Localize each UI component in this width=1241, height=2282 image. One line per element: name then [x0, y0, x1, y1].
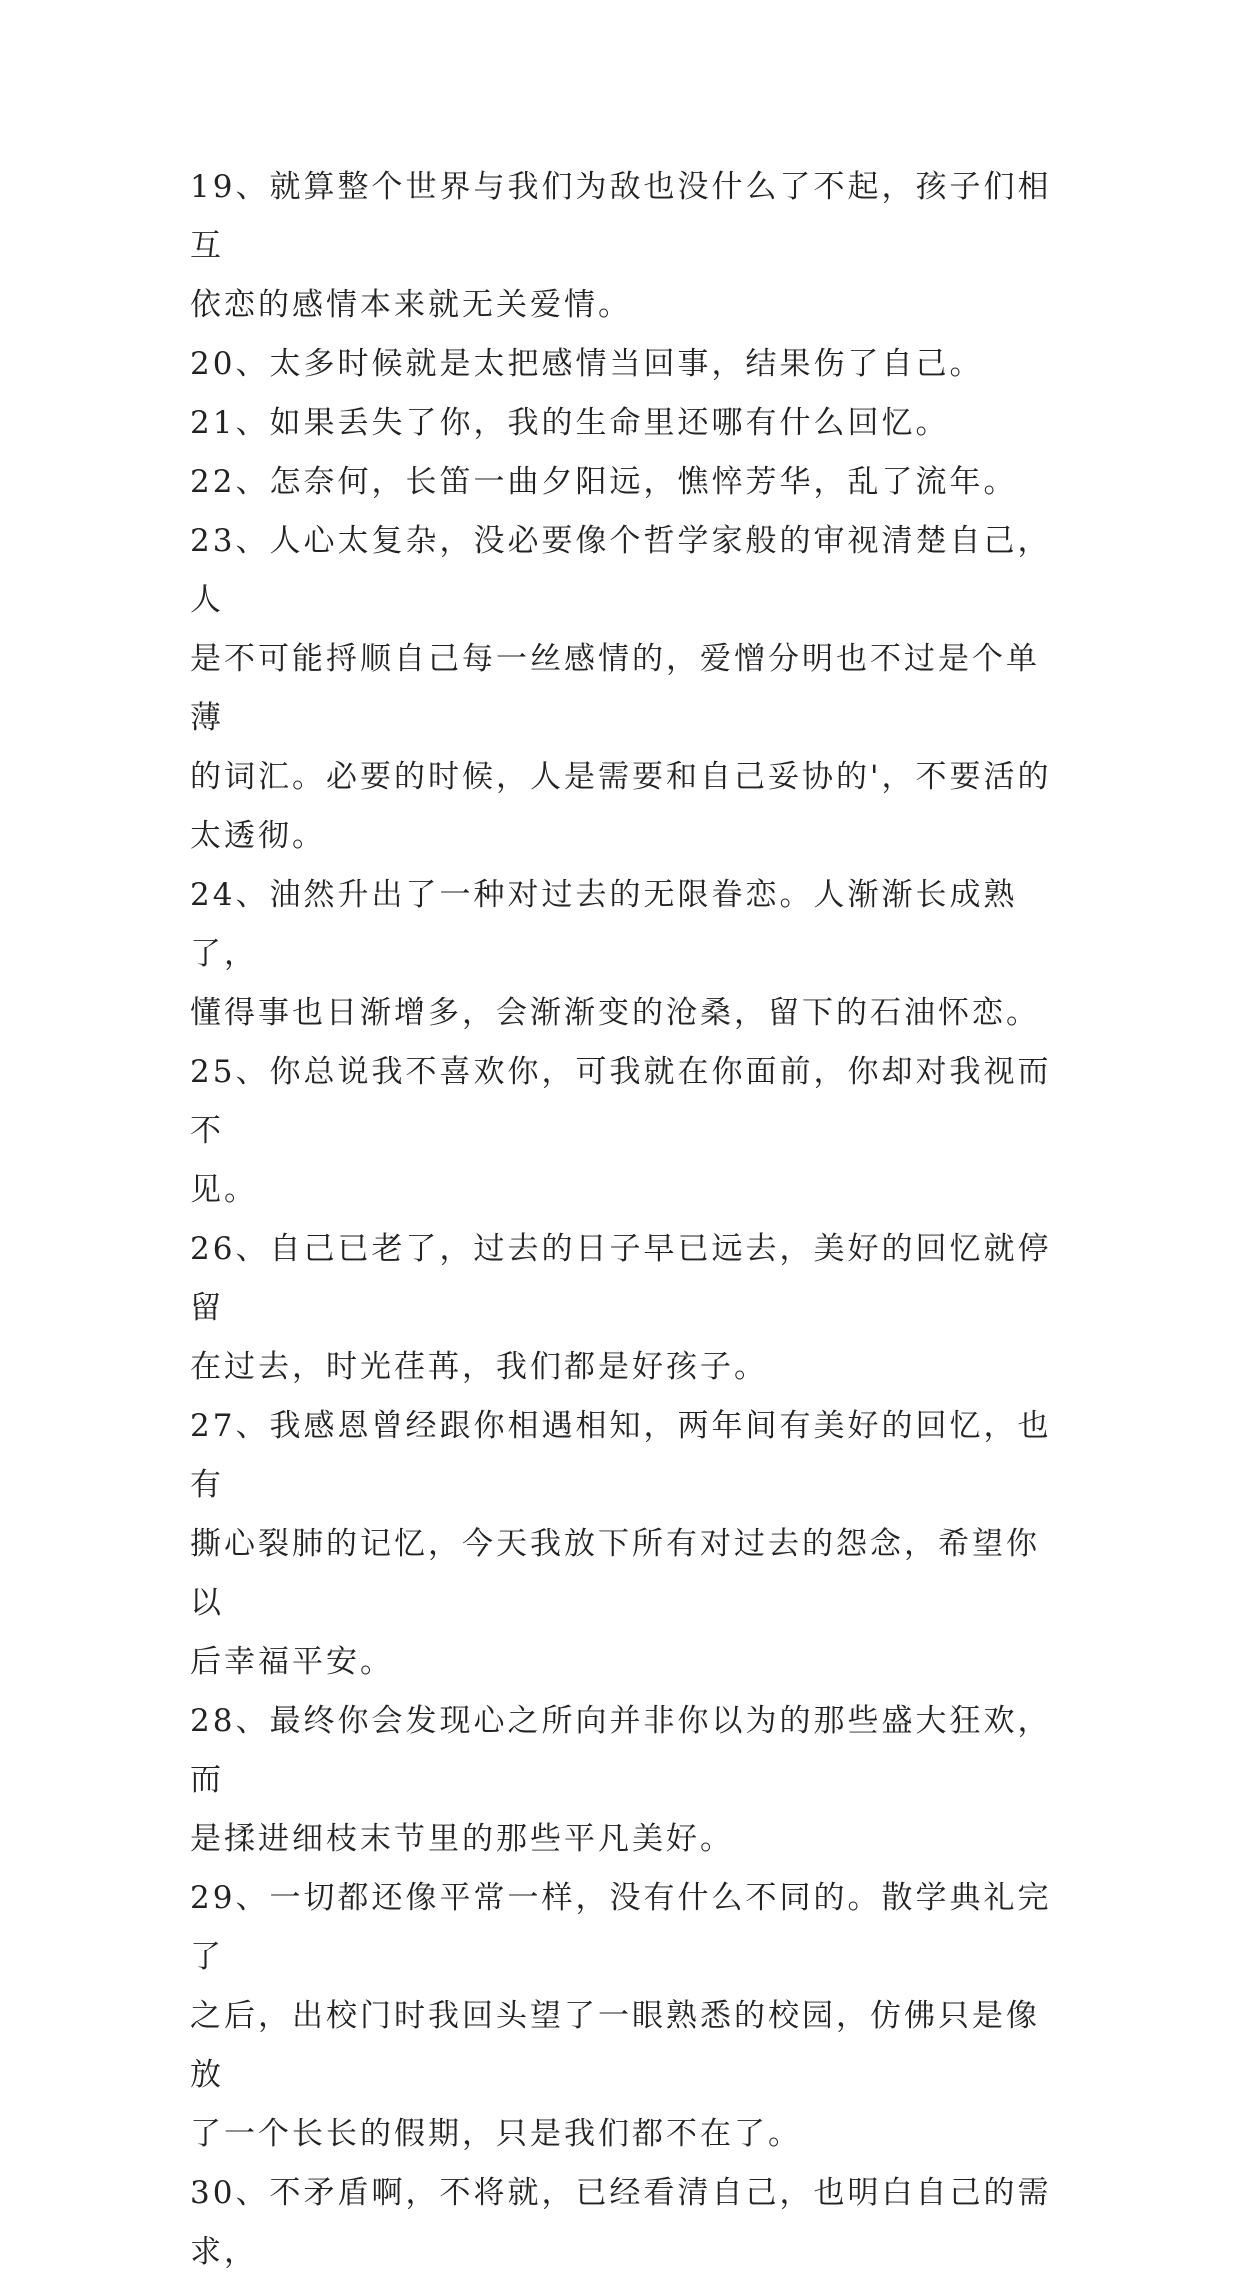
- paragraph-19: [190, 158, 1070, 335]
- line: 23、人心太复杂，没必要像个哲学家般的审视清楚自己，人: [190, 523, 1052, 618]
- line: 依恋的感情本来就无关爱情。: [190, 287, 632, 323]
- paragraph-21: [190, 394, 1070, 453]
- line: 是揉进细枝末节里的那些平凡美好。: [190, 1821, 734, 1857]
- line: 后幸福平安。: [190, 1644, 394, 1680]
- line: 太透彻。: [190, 818, 326, 854]
- paragraph-24: [190, 866, 1070, 1043]
- document-body: [190, 158, 1070, 2282]
- paragraph-20: [190, 335, 1070, 394]
- paragraph-30: [190, 2164, 1070, 2282]
- line: 撕心裂肺的记忆，今天我放下所有对过去的怨念，希望你以: [190, 1526, 1040, 1621]
- paragraph-25: [190, 1043, 1070, 1220]
- line: 之后，出校门时我回头望了一眼熟悉的校园，仿佛只是像放: [190, 1998, 1040, 2093]
- line: 21、如果丢失了你，我的生命里还哪有什么回忆。: [190, 405, 950, 441]
- line: 26、自己已老了，过去的日子早已远去，美好的回忆就停留: [190, 1231, 1052, 1326]
- line: 29、一切都还像平常一样，没有什么不同的。散学典礼完了: [190, 1880, 1052, 1975]
- line: 的词汇。必要的时候，人是需要和自己妥协的'，不要活的: [190, 759, 1052, 795]
- line: 懂得事也日渐增多，会渐渐变的沧桑，留下的石油怀恋。: [190, 995, 1040, 1031]
- paragraph-23: [190, 512, 1070, 866]
- line: 是不可能捋顺自己每一丝感情的，爱憎分明也不过是个单薄: [190, 641, 1040, 736]
- paragraph-22: [190, 453, 1070, 512]
- line: 22、怎奈何，长笛一曲夕阳远，憔悴芳华，乱了流年。: [190, 464, 1018, 500]
- paragraph-29: [190, 1869, 1070, 2164]
- line: 27、我感恩曾经跟你相遇相知，两年间有美好的回忆，也有: [190, 1408, 1052, 1503]
- line: 28、最终你会发现心之所向并非你以为的那些盛大狂欢，而: [190, 1703, 1052, 1798]
- paragraph-26: [190, 1220, 1070, 1397]
- line: 19、就算整个世界与我们为敌也没什么了不起，孩子们相互: [190, 169, 1052, 264]
- line: 30、不矛盾啊，不将就，已经看清自己，也明白自己的需求，: [190, 2175, 1052, 2270]
- paragraph-27: [190, 1397, 1070, 1692]
- line: 20、太多时候就是太把感情当回事，结果伤了自己。: [190, 346, 984, 382]
- line: 24、油然升出了一种对过去的无限眷恋。人渐渐长成熟了，: [190, 877, 1018, 972]
- line: 25、你总说我不喜欢你，可我就在你面前，你却对我视而不: [190, 1054, 1052, 1149]
- paragraph-28: [190, 1692, 1070, 1869]
- line: 见。: [190, 1172, 258, 1208]
- line: 了一个长长的假期，只是我们都不在了。: [190, 2116, 802, 2152]
- line: 在过去，时光荏苒，我们都是好孩子。: [190, 1349, 768, 1385]
